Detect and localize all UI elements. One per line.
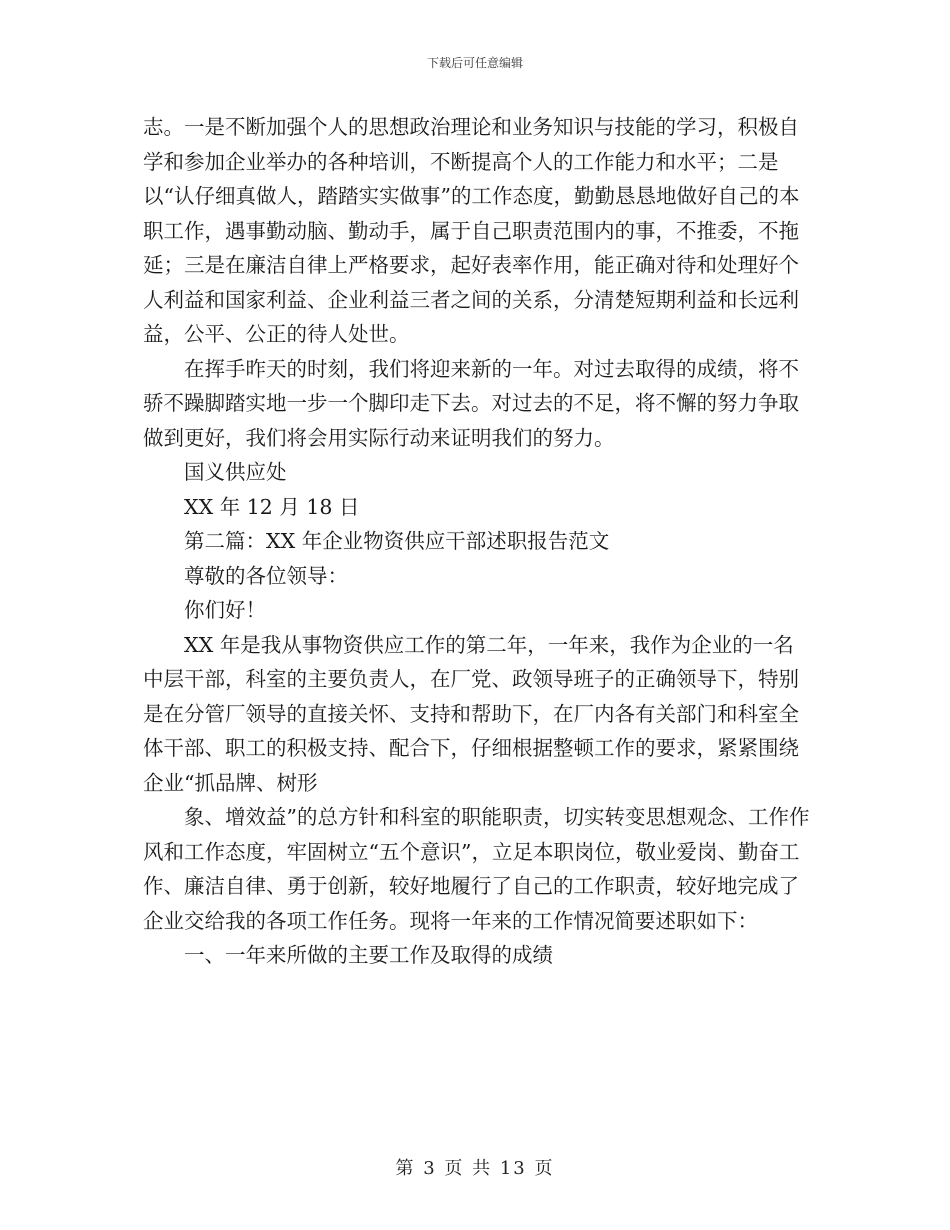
section-title: 第二篇：XX 年企业物资供应干部述职报告范文 [184,529,610,553]
signature-line: 国义供应处 [184,460,287,484]
paragraph-summary: 象、增效益”的总方针和科室的职能职责，切实转变思想观念、工作作风和工作态度，牢固树立“五个意识”，立足本职岗位，敬业爱岗、勤奋工作、廉洁自律、勇于创新，较好地履行了自己的工作职责，较好地完成了企业交给我的各项工作任务。现将一年来的工作情况简要述职如下： [143,805,810,933]
paragraph-new-year: 在挥手昨天的时刻，我们将迎来新的一年。对过去取得的成绩，将不骄不躁脚踏实地一步一个脚印走下去。对过去的不足，将不懈的努力争取做到更好，我们将会用实际行动来证明我们的努力。 [143,356,799,450]
salutation: 尊敬的各位领导： [184,563,348,588]
greeting: 你们好！ [184,598,266,622]
page-number: 第 3 页 共 13 页 [395,1158,555,1179]
paragraph-self-discipline: 志。一是不断加强个人的思想政治理论和业务知识与技能的学习，积极自学和参加企业举办的各种培训，不断提高个人的工作能力和水平；二是以“认仔细真做人，踏踏实实做事”的工作态度，勤勤恳恳地做好自己的本职工作，遇事勤动脑、勤动手，属于自己职责范围内的事，不推委，不拖延；三是在廉洁自律上严格要求，起好表率作用，能正确对待和处理好个人利益和国家利益、企业利益三者之间的关系，分清楚短期利益和长远利益，公平、公正的待人处世。 [143,115,800,346]
paragraph-intro: XX 年是我从事物资供应工作的第二年，一年来，我作为企业的一名中层干部，科室的主要负责人，在厂党、政领导班子的正确领导下，特别是在分管厂领导的直接关怀、支持和帮助下，在厂内各有关部门和科室全体干部、职工的积极支持、配合下，仔细根据整顿工作的要求，紧紧围绕企业“抓品牌、树形 [143,632,799,795]
date-line: XX 年 12 月 18 日 [184,494,360,519]
document-body [143,110,811,973]
heading-main-work: 一、一年来所做的主要工作及取得的成绩 [184,943,553,967]
page-header: 下载后可任意编辑 [426,56,523,70]
